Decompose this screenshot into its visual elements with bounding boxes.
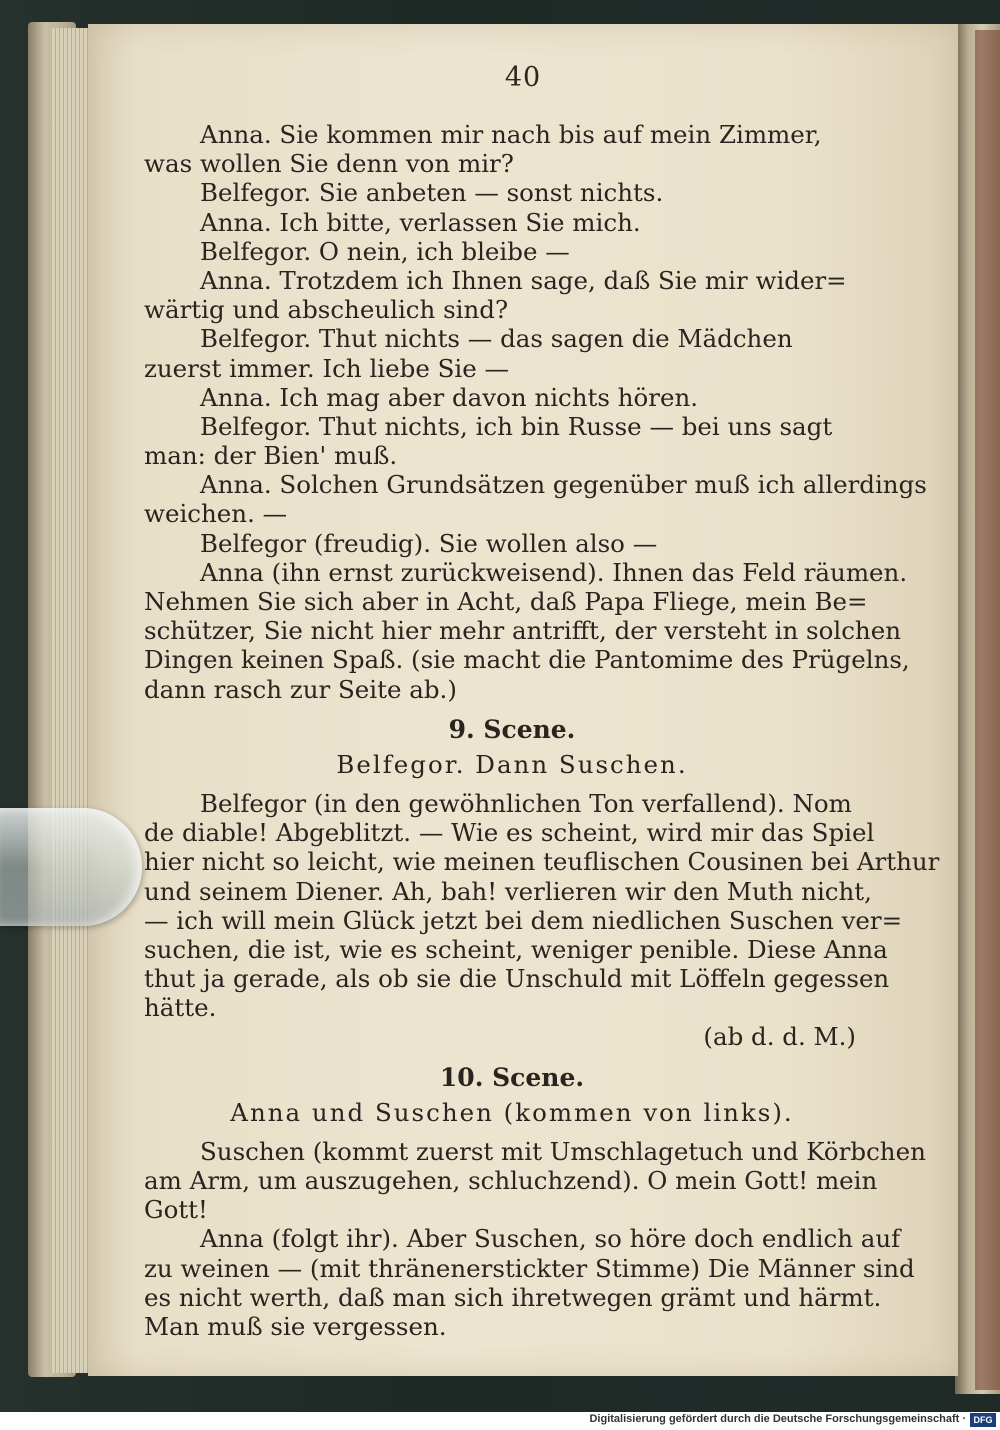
dialogue-block-scene9 bbox=[144, 788, 940, 1023]
text-line: Nehmen Sie sich aber in Acht, daß Papa Fliege, mein Be= bbox=[144, 587, 868, 616]
text-line: — ich will mein Glück jetzt bei dem niedlichen Suschen ver= bbox=[144, 905, 903, 935]
dfg-logo: DFG bbox=[970, 1413, 996, 1427]
text-line: am Arm, um auszugehen, schluchzend). O mein Gott! mein bbox=[144, 1166, 878, 1195]
cover-right-edge bbox=[975, 30, 1000, 1390]
text-line: Belfegor. Thut nichts, ich bin Russe — bei uns sagt bbox=[200, 411, 833, 441]
text-line: hier nicht so leicht, wie meinen teuflischen Cousinen bei Arthur bbox=[144, 847, 940, 877]
text-line: Belfegor. O nein, ich bleibe — bbox=[200, 236, 570, 266]
scene-10-heading: 10. Scene. bbox=[439, 1062, 585, 1092]
text-line: schützer, Sie nicht hier mehr antrifft, der versteht in solchen bbox=[144, 616, 901, 646]
footer-credit: Digitalisierung gefördert durch die Deutsche Forschungsgemeinschaft · bbox=[589, 1413, 966, 1425]
text-line: wärtig und abscheulich sind? bbox=[144, 295, 509, 325]
page-number: 40 bbox=[504, 62, 542, 93]
text-line: Suschen (kommt zuerst mit Umschlagetuch und Körbchen bbox=[200, 1136, 926, 1166]
text-line: Man muß sie vergessen. bbox=[144, 1311, 447, 1341]
text-line: man: der Bien' muß. bbox=[144, 441, 398, 471]
text-line: hätte. bbox=[144, 993, 217, 1023]
dialogue-block-scene8 bbox=[144, 120, 927, 704]
text-line: Anna (ihn ernst zurückweisend). Ihnen das Feld räumen. bbox=[200, 557, 908, 587]
text-line: zu weinen — (mit thränenerstickter Stimme) Die Männer sind bbox=[144, 1253, 915, 1283]
text-line: Anna. Solchen Grundsätzen gegenüber muß ich allerdings bbox=[200, 470, 927, 500]
page-text bbox=[144, 120, 940, 1341]
stage-direction-exit: (ab d. d. M.) bbox=[703, 1022, 856, 1052]
page-edges bbox=[52, 28, 92, 1373]
text-line: Belfegor (in den gewöhnlichen Ton verfallend). Nom bbox=[200, 788, 852, 818]
text-line: Anna. Trotzdem ich Ihnen sage, daß Sie mir wider= bbox=[200, 265, 847, 295]
text-line: zuerst immer. Ich liebe Sie — bbox=[144, 353, 510, 383]
text-line: Anna. Ich mag aber davon nichts hören. bbox=[200, 382, 699, 412]
text-line: Gott! bbox=[144, 1195, 208, 1225]
text-line: Belfegor (freudig). Sie wollen also — bbox=[200, 528, 658, 558]
text-line: es nicht werth, daß man sich ihretwegen grämt und härmt. bbox=[144, 1282, 882, 1312]
text-line: suchen, die ist, wie es scheint, weniger penible. Diese Anna bbox=[144, 934, 888, 964]
text-line: was wollen Sie denn von mir? bbox=[144, 149, 514, 179]
text-line: Anna. Sie kommen mir nach bis auf mein Zimmer, bbox=[200, 120, 822, 149]
text-line: Anna (folgt ihr). Aber Suschen, so höre doch endlich auf bbox=[200, 1224, 901, 1254]
page-holder-clip bbox=[0, 808, 142, 926]
text-line: Belfegor. Sie anbeten — sonst nichts. bbox=[200, 178, 664, 208]
text-line: und seinem Diener. Ah, bah! verlieren wir den Muth nicht, bbox=[144, 876, 872, 906]
book-page bbox=[88, 24, 958, 1376]
text-line: weichen. — bbox=[144, 499, 288, 529]
text-line: Dingen keinen Spaß. (sie macht die Pantomime des Prügelns, bbox=[144, 645, 910, 675]
text-line: de diable! Abgeblitzt. — Wie es scheint, wird mir das Spiel bbox=[144, 818, 875, 848]
text-line: Belfegor. Thut nichts — das sagen die Mädchen bbox=[200, 324, 793, 354]
text-line: dann rasch zur Seite ab.) bbox=[144, 674, 457, 704]
text-line: Anna. Ich bitte, verlassen Sie mich. bbox=[200, 207, 641, 237]
dialogue-block-scene10 bbox=[144, 1136, 926, 1341]
scene-9-persons: Belfegor. Dann Suschen. bbox=[336, 749, 688, 779]
scene-10-persons: Anna und Suschen (kommen von links). bbox=[230, 1097, 794, 1127]
text-line: thut ja gerade, als ob sie die Unschuld mit Löffeln gegessen bbox=[144, 964, 890, 994]
scene-9-heading: 9. Scene. bbox=[448, 714, 576, 744]
